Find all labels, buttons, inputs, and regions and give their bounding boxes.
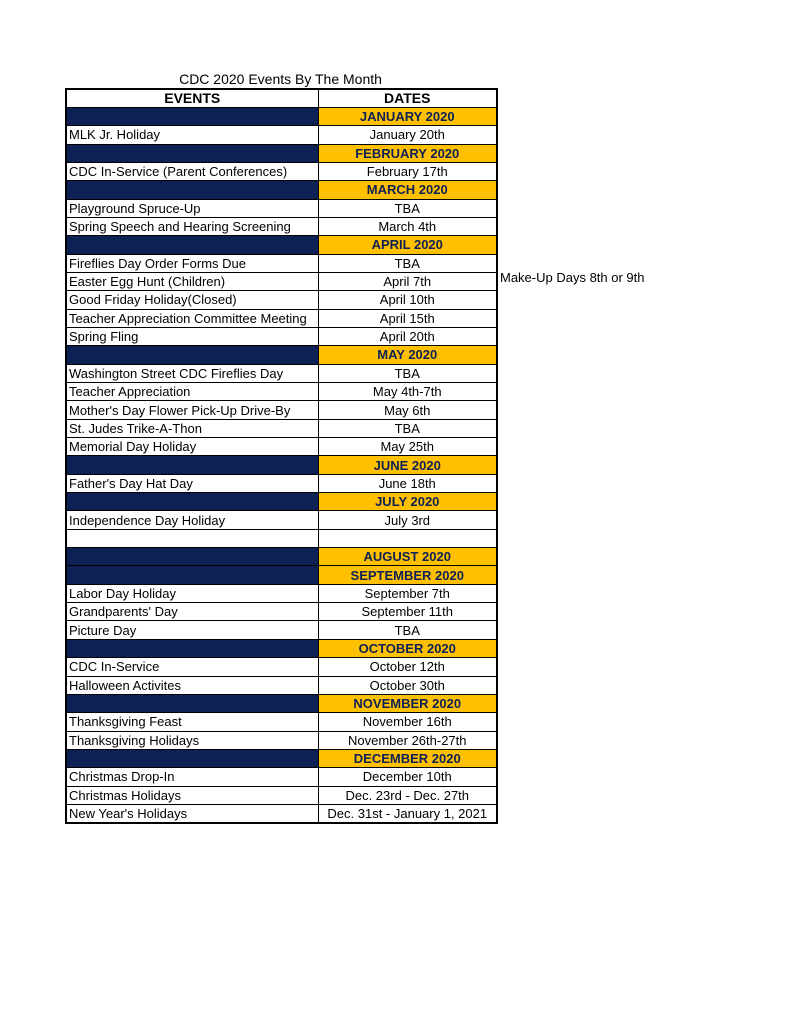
month-header-row: [66, 493, 497, 511]
event-row: [66, 584, 497, 602]
month-header-row: [66, 181, 497, 199]
event-row: [66, 401, 497, 419]
event-date-cell: January 20th: [318, 126, 497, 144]
event-row: [66, 364, 497, 382]
event-row: [66, 383, 497, 401]
month-label: APRIL 2020: [318, 236, 497, 254]
event-date-cell: TBA: [318, 364, 497, 382]
event-name-cell: Christmas Drop-In: [66, 768, 318, 786]
event-row: [66, 603, 497, 621]
month-header-row: [66, 639, 497, 657]
event-row: [66, 768, 497, 786]
event-name-cell: Teacher Appreciation: [66, 383, 318, 401]
event-row: [66, 713, 497, 731]
event-date-cell: Dec. 31st - January 1, 2021: [318, 804, 497, 822]
event-name-cell: Grandparents' Day: [66, 603, 318, 621]
event-name-cell: Mother's Day Flower Pick-Up Drive-By: [66, 401, 318, 419]
month-spacer-cell: [66, 236, 318, 254]
event-name-cell: Labor Day Holiday: [66, 584, 318, 602]
event-row: [66, 327, 497, 345]
event-date-cell: November 26th-27th: [318, 731, 497, 749]
event-row: [66, 272, 497, 290]
month-spacer-cell: [66, 107, 318, 125]
event-date-cell: TBA: [318, 419, 497, 437]
event-row: [66, 786, 497, 804]
empty-row: [66, 529, 497, 547]
event-date-cell: May 6th: [318, 401, 497, 419]
event-row: [66, 199, 497, 217]
event-row: [66, 162, 497, 180]
event-date-cell: November 16th: [318, 713, 497, 731]
month-spacer-cell: [66, 456, 318, 474]
event-name-cell: [66, 529, 318, 547]
event-row: [66, 804, 497, 822]
event-name-cell: Teacher Appreciation Committee Meeting: [66, 309, 318, 327]
month-label: MAY 2020: [318, 346, 497, 364]
month-header-row: [66, 749, 497, 767]
event-date-cell: TBA: [318, 254, 497, 272]
event-date-cell: April 10th: [318, 291, 497, 309]
month-header-row: [66, 548, 497, 566]
month-label: MARCH 2020: [318, 181, 497, 199]
events-table-body: [66, 107, 497, 822]
event-row: [66, 621, 497, 639]
month-label: SEPTEMBER 2020: [318, 566, 497, 584]
event-name-cell: Washington Street CDC Fireflies Day: [66, 364, 318, 382]
event-name-cell: Memorial Day Holiday: [66, 438, 318, 456]
event-date-cell: October 30th: [318, 676, 497, 694]
event-name-cell: Father's Day Hat Day: [66, 474, 318, 492]
month-label: JULY 2020: [318, 493, 497, 511]
event-name-cell: Fireflies Day Order Forms Due: [66, 254, 318, 272]
event-name-cell: St. Judes Trike-A-Thon: [66, 419, 318, 437]
event-name-cell: Thanksgiving Feast: [66, 713, 318, 731]
event-row: [66, 731, 497, 749]
event-date-cell: October 12th: [318, 658, 497, 676]
event-name-cell: Halloween Activites: [66, 676, 318, 694]
event-date-cell: April 15th: [318, 309, 497, 327]
month-header-row: [66, 694, 497, 712]
event-row: [66, 474, 497, 492]
event-date-cell: February 17th: [318, 162, 497, 180]
event-row: [66, 217, 497, 235]
event-date-cell: Dec. 23rd - Dec. 27th: [318, 786, 497, 804]
event-date-cell: September 11th: [318, 603, 497, 621]
events-calendar-table: [65, 88, 498, 824]
event-row: [66, 309, 497, 327]
month-spacer-cell: [66, 749, 318, 767]
event-date-cell: TBA: [318, 621, 497, 639]
event-row: [66, 126, 497, 144]
month-header-row: [66, 566, 497, 584]
event-name-cell: Spring Fling: [66, 327, 318, 345]
month-header-row: [66, 456, 497, 474]
event-name-cell: Playground Spruce-Up: [66, 199, 318, 217]
event-date-cell: July 3rd: [318, 511, 497, 529]
month-header-row: [66, 144, 497, 162]
month-spacer-cell: [66, 694, 318, 712]
month-label: FEBRUARY 2020: [318, 144, 497, 162]
event-date-cell: April 20th: [318, 327, 497, 345]
month-label: NOVEMBER 2020: [318, 694, 497, 712]
event-row: [66, 419, 497, 437]
event-date-cell: March 4th: [318, 217, 497, 235]
month-label: AUGUST 2020: [318, 548, 497, 566]
month-spacer-cell: [66, 144, 318, 162]
month-label: JANUARY 2020: [318, 107, 497, 125]
event-row: [66, 511, 497, 529]
table-header: [66, 89, 497, 107]
event-date-cell: May 25th: [318, 438, 497, 456]
month-label: JUNE 2020: [318, 456, 497, 474]
event-name-cell: CDC In-Service (Parent Conferences): [66, 162, 318, 180]
event-name-cell: Thanksgiving Holidays: [66, 731, 318, 749]
event-date-cell: May 4th-7th: [318, 383, 497, 401]
event-date-cell: September 7th: [318, 584, 497, 602]
event-name-cell: CDC In-Service: [66, 658, 318, 676]
event-date-cell: TBA: [318, 199, 497, 217]
event-row: [66, 676, 497, 694]
event-date-cell: [318, 529, 497, 547]
dates-column-header: DATES: [318, 89, 497, 107]
makeup-days-note: Make-Up Days 8th or 9th: [500, 270, 645, 285]
header-row: [66, 89, 497, 107]
month-spacer-cell: [66, 548, 318, 566]
event-date-cell: April 7th: [318, 272, 497, 290]
month-header-row: [66, 236, 497, 254]
event-name-cell: MLK Jr. Holiday: [66, 126, 318, 144]
event-date-cell: December 10th: [318, 768, 497, 786]
event-name-cell: Picture Day: [66, 621, 318, 639]
month-spacer-cell: [66, 639, 318, 657]
event-row: [66, 291, 497, 309]
event-row: [66, 254, 497, 272]
month-label: OCTOBER 2020: [318, 639, 497, 657]
month-spacer-cell: [66, 346, 318, 364]
event-name-cell: Christmas Holidays: [66, 786, 318, 804]
event-name-cell: New Year's Holidays: [66, 804, 318, 822]
month-spacer-cell: [66, 181, 318, 199]
month-spacer-cell: [66, 566, 318, 584]
page-title: CDC 2020 Events By The Month: [179, 71, 382, 87]
month-label: DECEMBER 2020: [318, 749, 497, 767]
event-row: [66, 438, 497, 456]
event-name-cell: Easter Egg Hunt (Children): [66, 272, 318, 290]
month-spacer-cell: [66, 493, 318, 511]
event-row: [66, 658, 497, 676]
month-header-row: [66, 346, 497, 364]
event-date-cell: June 18th: [318, 474, 497, 492]
month-header-row: [66, 107, 497, 125]
event-name-cell: Good Friday Holiday(Closed): [66, 291, 318, 309]
event-name-cell: Independence Day Holiday: [66, 511, 318, 529]
event-name-cell: Spring Speech and Hearing Screening: [66, 217, 318, 235]
events-column-header: EVENTS: [66, 89, 318, 107]
